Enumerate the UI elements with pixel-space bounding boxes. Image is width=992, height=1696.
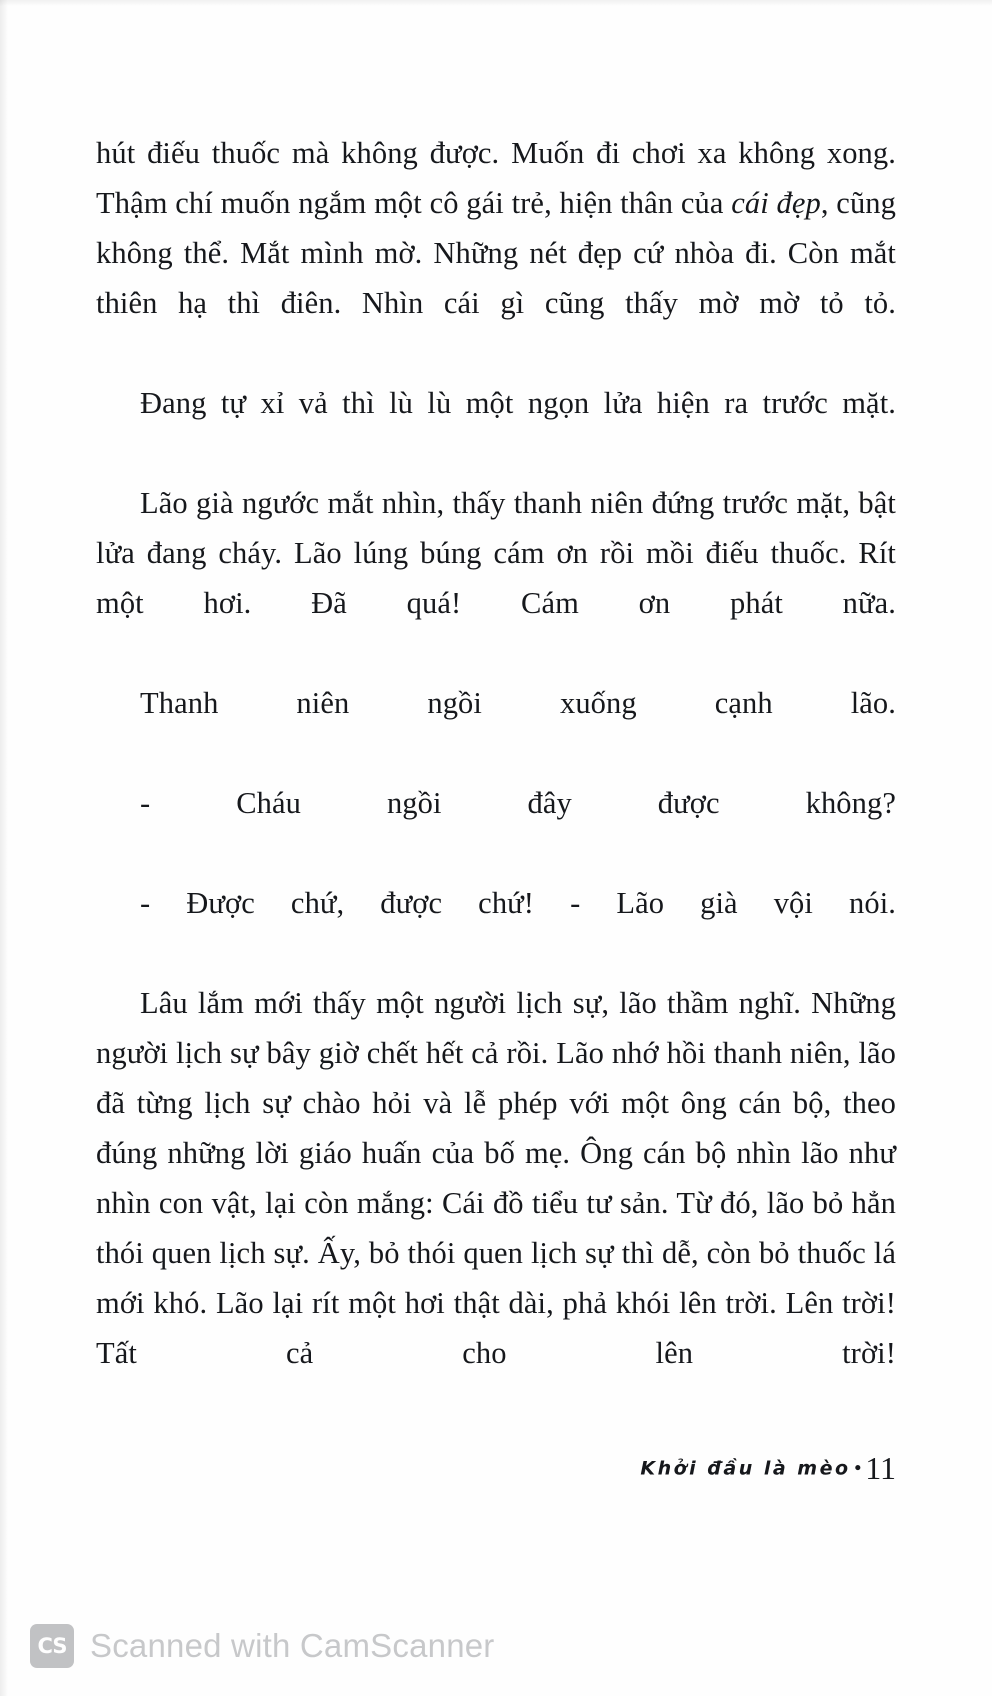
paragraph-1 — [96, 128, 896, 378]
paragraph-1-text-after: , cũng không thể. Mắt mình mờ. Những nét đẹp cứ nhòa đi. Còn mắt thiên hạ thì điên. Nhìn cái gì cũng thấy mờ mờ tỏ tỏ. — [96, 186, 896, 320]
footer-separator: • — [854, 1457, 862, 1479]
camscanner-watermark-label: Scanned with CamScanner — [90, 1627, 495, 1664]
page-footer — [96, 1450, 896, 1487]
paragraph-5: - Cháu ngồi đây được không? — [140, 786, 896, 820]
paragraph-3: Lão già ngước mắt nhìn, thấy thanh niên đứng trước mặt, bật lửa đang cháy. Lão lúng búng cám ơn rồi mồi điếu thuốc. Rít một hơi. Đã quá! Cám ơn phát nữa. — [96, 486, 896, 620]
page-top-shadow — [0, 0, 992, 6]
page-left-shadow — [0, 0, 8, 1696]
paragraph-1-emphasis: cái đẹp — [731, 186, 821, 220]
footer-book-title: Khởi đầu là mèo — [640, 1457, 851, 1480]
camscanner-logo-icon: CS — [30, 1624, 74, 1668]
paragraph-1-text-before: hút điếu thuốc mà không được. Muốn đi chơi xa không xong. Thậm chí muốn ngắm một cô gái trẻ, hiện thân của — [96, 136, 896, 220]
paragraph-6: - Được chứ, được chứ! - Lão già vội nói. — [140, 886, 896, 920]
page-body-text — [96, 128, 896, 1428]
paragraph-4: Thanh niên ngồi xuống cạnh lão. — [140, 686, 896, 720]
paragraph-7: Lâu lắm mới thấy một người lịch sự, lão thầm nghĩ. Những người lịch sự bây giờ chết hết cả rồi. Lão nhớ hồi thanh niên, lão đã từng lịch sự chào hỏi và lễ phép với một ông cán bộ, theo đúng những lời giáo huấn của bố mẹ. Ông cán bộ nhìn lão như nhìn con vật, lại còn mắng: Cái đồ tiểu tư sản. Từ đó, lão bỏ hẳn thói quen lịch sự. Ấy, bỏ thói quen lịch sự thì dễ, còn bỏ thuốc lá mới khó. Lão lại rít một hơi thật dài, phả khói lên trời. Lên trời! Tất cả cho lên trời! — [96, 986, 896, 1370]
paragraph-2: Đang tự xỉ vả thì lù lù một ngọn lửa hiện ra trước mặt. — [140, 386, 896, 420]
camscanner-watermark — [30, 1624, 494, 1668]
page-number: 11 — [865, 1450, 896, 1486]
